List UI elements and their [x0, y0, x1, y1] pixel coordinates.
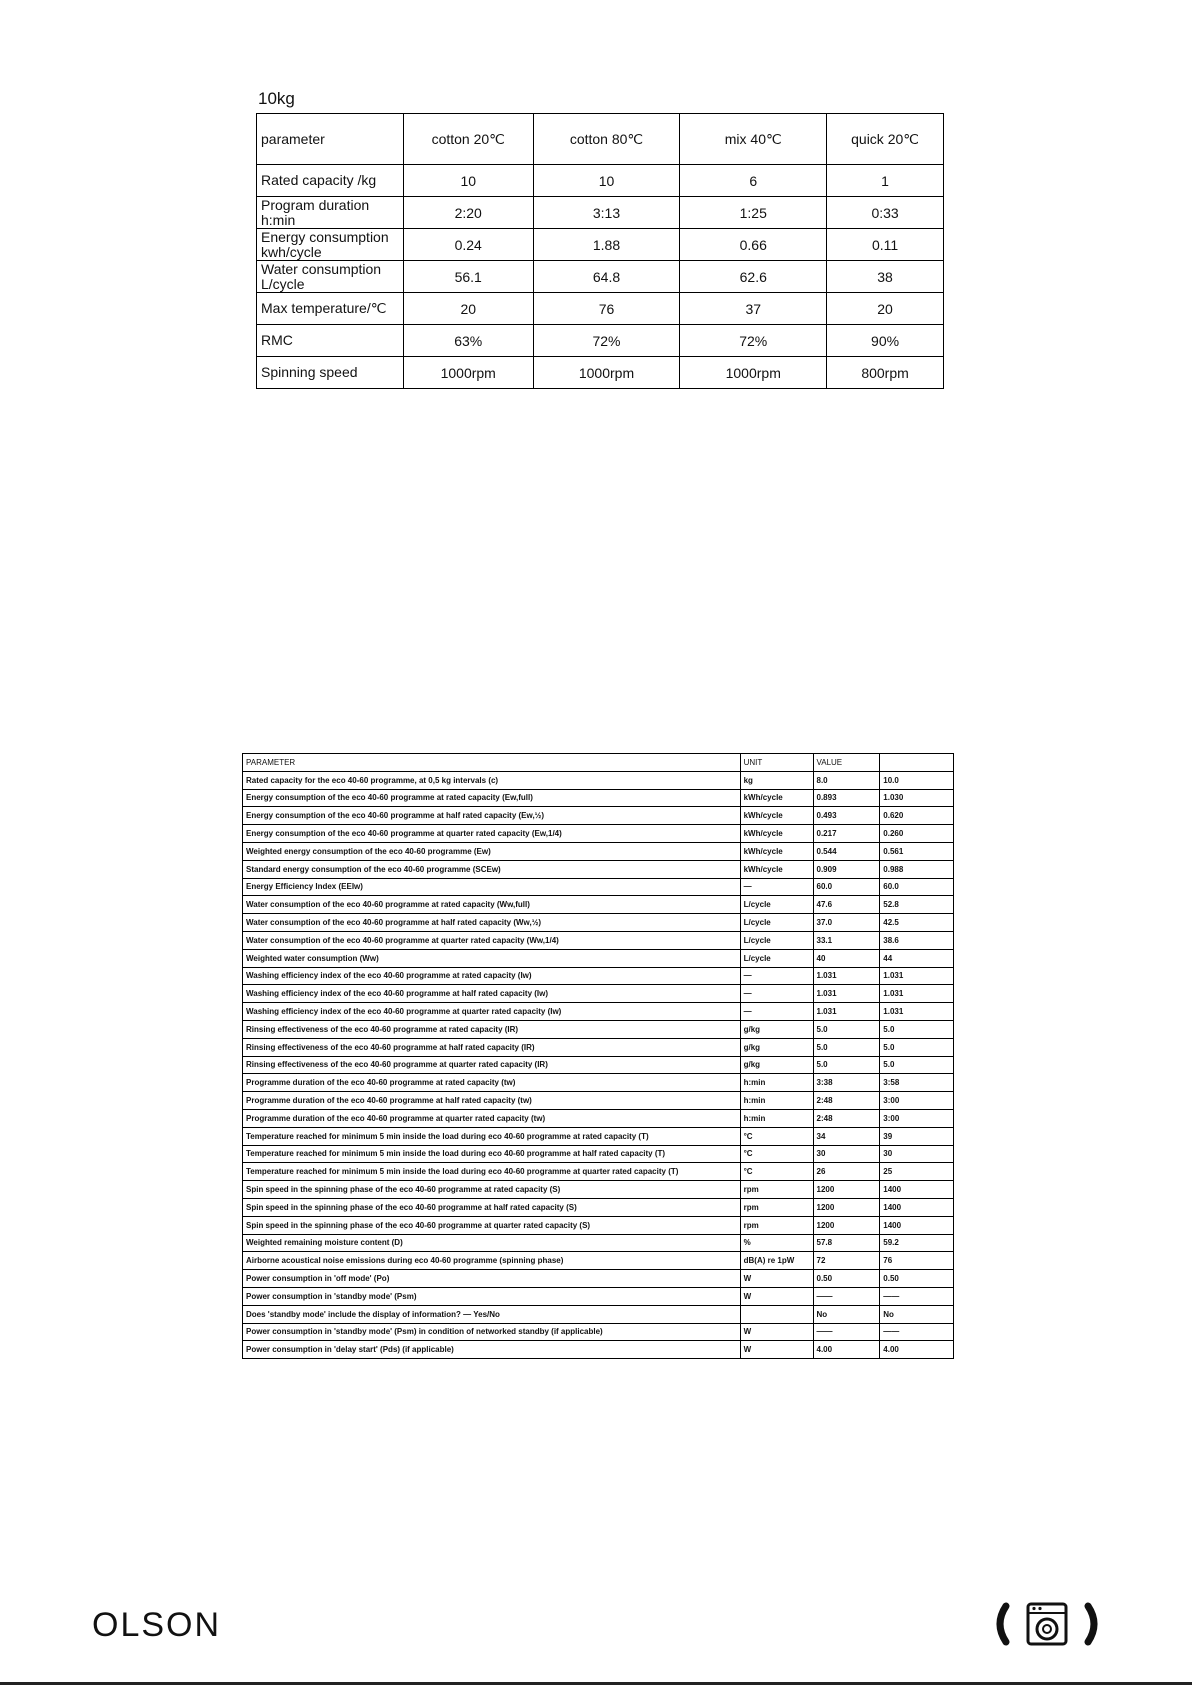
table-cell: Water consumption of the eco 40-60 programme at half rated capacity (Ww,½) — [243, 914, 741, 932]
table-cell: — — [740, 967, 813, 985]
table-cell: 38 — [827, 261, 944, 293]
table-cell: 1200 — [813, 1216, 880, 1234]
table-row — [243, 1252, 954, 1270]
table-cell: 38.6 — [880, 931, 954, 949]
table-row — [243, 789, 954, 807]
table-cell: 72% — [533, 325, 680, 357]
row-label: Energy consumption kwh/cycle — [257, 229, 404, 261]
row-label: Water consumption L/cycle — [257, 261, 404, 293]
table-cell: 56.1 — [403, 261, 533, 293]
table-cell: Water consumption of the eco 40-60 programme at quarter rated capacity (Ww,1/4) — [243, 931, 741, 949]
row-label: Rated capacity /kg — [257, 165, 404, 197]
table-row — [243, 807, 954, 825]
table-cell: 5.0 — [813, 1038, 880, 1056]
table-cell: h:min — [740, 1109, 813, 1127]
table-cell: g/kg — [740, 1038, 813, 1056]
table-cell: g/kg — [740, 1056, 813, 1074]
header-cell: cotton 80℃ — [533, 114, 680, 165]
table-cell: 1.031 — [880, 1003, 954, 1021]
table-cell: 30 — [813, 1145, 880, 1163]
table-row — [243, 1145, 954, 1163]
table-cell: 1.031 — [813, 985, 880, 1003]
table-cell: kWh/cycle — [740, 825, 813, 843]
table-cell: 3:13 — [533, 197, 680, 229]
table-cell: 47.6 — [813, 896, 880, 914]
table-cell: 1.031 — [880, 985, 954, 1003]
row-label: Max temperature/℃ — [257, 293, 404, 325]
table-header-row — [257, 114, 944, 165]
table-cell: 5.0 — [813, 1056, 880, 1074]
header-cell: quick 20℃ — [827, 114, 944, 165]
table-row — [243, 1092, 954, 1110]
table-cell: 1.88 — [533, 229, 680, 261]
table-row — [257, 357, 944, 389]
table-cell: 64.8 — [533, 261, 680, 293]
table-cell: L/cycle — [740, 914, 813, 932]
table-cell: 1200 — [813, 1181, 880, 1199]
table-row — [243, 1270, 954, 1288]
table-cell: 3:00 — [880, 1109, 954, 1127]
header-cell: VALUE — [813, 754, 880, 772]
header-cell: PARAMETER — [243, 754, 741, 772]
table-row — [257, 293, 944, 325]
table-row — [257, 261, 944, 293]
table-cell: g/kg — [740, 1020, 813, 1038]
table-cell: No — [813, 1305, 880, 1323]
table-cell: 5.0 — [813, 1020, 880, 1038]
table-cell: Power consumption in 'standby mode' (Psm) in condition of networked standby (if applicable) — [243, 1323, 741, 1341]
table-cell: 1.031 — [880, 967, 954, 985]
table-cell: Programme duration of the eco 40-60 programme at quarter rated capacity (tw) — [243, 1109, 741, 1127]
table-cell: Spin speed in the spinning phase of the eco 40-60 programme at quarter rated capacity (S) — [243, 1216, 741, 1234]
table-cell: Temperature reached for minimum 5 min inside the load during eco 40-60 programme at quarter rated capacity (T) — [243, 1163, 741, 1181]
table-cell: 26 — [813, 1163, 880, 1181]
table-cell: 0.988 — [880, 860, 954, 878]
table-cell: 1400 — [880, 1181, 954, 1199]
table-cell: Energy consumption of the eco 40-60 programme at quarter rated capacity (Ew,1/4) — [243, 825, 741, 843]
row-label: RMC — [257, 325, 404, 357]
table-cell: Rinsing effectiveness of the eco 40-60 programme at rated capacity (IR) — [243, 1020, 741, 1038]
table-cell: 76 — [533, 293, 680, 325]
table-cell: 72% — [680, 325, 827, 357]
table-cell: 0.217 — [813, 825, 880, 843]
table-cell: 40 — [813, 949, 880, 967]
eco-parameter-table — [242, 753, 954, 1359]
table-cell: 44 — [880, 949, 954, 967]
header-cell: parameter — [257, 114, 404, 165]
table-cell: 0.544 — [813, 842, 880, 860]
table-cell: Spin speed in the spinning phase of the eco 40-60 programme at half rated capacity (S) — [243, 1198, 741, 1216]
table-row — [243, 860, 954, 878]
table-row — [243, 1074, 954, 1092]
table-row — [243, 878, 954, 896]
table-cell: — — [740, 1003, 813, 1021]
table-cell: 25 — [880, 1163, 954, 1181]
row-label: Spinning speed — [257, 357, 404, 389]
table-cell: Energy Efficiency Index (EEIw) — [243, 878, 741, 896]
table-row — [243, 1056, 954, 1074]
table-cell: Weighted remaining moisture content (D) — [243, 1234, 741, 1252]
table-cell: Power consumption in 'delay start' (Pds) (if applicable) — [243, 1341, 741, 1359]
table-cell: Does 'standby mode' include the display of information? — Yes/No — [243, 1305, 741, 1323]
table-row — [243, 1216, 954, 1234]
table-cell: 8.0 — [813, 771, 880, 789]
table-cell: rpm — [740, 1216, 813, 1234]
table-cell: 0.620 — [880, 807, 954, 825]
washing-machine-icon — [992, 1600, 1102, 1648]
table-cell: 0.493 — [813, 807, 880, 825]
table-cell: —— — [813, 1287, 880, 1305]
table-cell: rpm — [740, 1181, 813, 1199]
table-cell: 63% — [403, 325, 533, 357]
table-row — [243, 1163, 954, 1181]
table-cell: Washing efficiency index of the eco 40-60 programme at rated capacity (Iw) — [243, 967, 741, 985]
table-row — [243, 825, 954, 843]
table-cell: 20 — [827, 293, 944, 325]
table-row — [243, 949, 954, 967]
table-cell: W — [740, 1270, 813, 1288]
table-cell: 59.2 — [880, 1234, 954, 1252]
table-row — [243, 931, 954, 949]
section-heading: 10kg — [258, 89, 295, 108]
table-cell: 1 — [827, 165, 944, 197]
table-cell: 5.0 — [880, 1020, 954, 1038]
table-cell: 0.561 — [880, 842, 954, 860]
table-cell — [740, 1305, 813, 1323]
table-cell: Washing efficiency index of the eco 40-60 programme at quarter rated capacity (Iw) — [243, 1003, 741, 1021]
table-cell: W — [740, 1287, 813, 1305]
table-row — [243, 1198, 954, 1216]
table-row — [243, 1234, 954, 1252]
table-row — [243, 914, 954, 932]
table-cell: Washing efficiency index of the eco 40-60 programme at half rated capacity (Iw) — [243, 985, 741, 1003]
table-cell: 1000rpm — [533, 357, 680, 389]
table-cell: 60.0 — [813, 878, 880, 896]
table-row — [243, 1127, 954, 1145]
table-cell: Temperature reached for minimum 5 min inside the load during eco 40-60 programme at half rated capacity (T) — [243, 1145, 741, 1163]
table-cell: Programme duration of the eco 40-60 programme at half rated capacity (tw) — [243, 1092, 741, 1110]
table-cell: 0.909 — [813, 860, 880, 878]
table-row — [243, 771, 954, 789]
table-cell: dB(A) re 1pW — [740, 1252, 813, 1270]
table-cell: —— — [880, 1323, 954, 1341]
table-cell: Rinsing effectiveness of the eco 40-60 programme at quarter rated capacity (IR) — [243, 1056, 741, 1074]
table-cell: 4.00 — [813, 1341, 880, 1359]
table-cell: 0.24 — [403, 229, 533, 261]
table-cell: 72 — [813, 1252, 880, 1270]
table-cell: 60.0 — [880, 878, 954, 896]
table-cell: 2:20 — [403, 197, 533, 229]
header-cell: UNIT — [740, 754, 813, 772]
table-cell: 1000rpm — [403, 357, 533, 389]
table-cell: 0.260 — [880, 825, 954, 843]
table-cell: —— — [880, 1287, 954, 1305]
table-cell: 10 — [403, 165, 533, 197]
table-cell: 20 — [403, 293, 533, 325]
table-cell: 10 — [533, 165, 680, 197]
table-row — [243, 842, 954, 860]
table-cell: — — [740, 878, 813, 896]
table-cell: 90% — [827, 325, 944, 357]
brand-logo: OLSON — [92, 1606, 222, 1644]
table-cell: 0.50 — [880, 1270, 954, 1288]
table-cell: rpm — [740, 1198, 813, 1216]
table-row — [243, 967, 954, 985]
table-cell: 57.8 — [813, 1234, 880, 1252]
table-cell: 1000rpm — [680, 357, 827, 389]
table-cell: 37 — [680, 293, 827, 325]
table-cell: 30 — [880, 1145, 954, 1163]
header-cell: cotton 20℃ — [403, 114, 533, 165]
table-row — [243, 1287, 954, 1305]
table-cell: kWh/cycle — [740, 807, 813, 825]
table-cell: 10.0 — [880, 771, 954, 789]
table-cell: 6 — [680, 165, 827, 197]
header-cell — [880, 754, 954, 772]
table-cell: 0.50 — [813, 1270, 880, 1288]
table-cell: 37.0 — [813, 914, 880, 932]
table-cell: Energy consumption of the eco 40-60 programme at rated capacity (Ew,full) — [243, 789, 741, 807]
table-cell: 3:00 — [880, 1092, 954, 1110]
table-cell: kWh/cycle — [740, 789, 813, 807]
table-cell: 76 — [880, 1252, 954, 1270]
table-cell: Programme duration of the eco 40-60 programme at rated capacity (tw) — [243, 1074, 741, 1092]
table-cell: h:min — [740, 1074, 813, 1092]
table-cell: kWh/cycle — [740, 860, 813, 878]
table-cell: °C — [740, 1145, 813, 1163]
table-cell: 4.00 — [880, 1341, 954, 1359]
table-row — [257, 165, 944, 197]
table-row — [243, 1003, 954, 1021]
table-cell: L/cycle — [740, 896, 813, 914]
row-label: Program duration h:min — [257, 197, 404, 229]
table-cell: Energy consumption of the eco 40-60 programme at half rated capacity (Ew,½) — [243, 807, 741, 825]
table-cell: Airborne acoustical noise emissions during eco 40-60 programme (spinning phase) — [243, 1252, 741, 1270]
table-cell: 2:48 — [813, 1109, 880, 1127]
table-cell: 1400 — [880, 1216, 954, 1234]
table-row — [243, 1341, 954, 1359]
table-cell: 5.0 — [880, 1038, 954, 1056]
table-row — [243, 985, 954, 1003]
table-cell: 1200 — [813, 1198, 880, 1216]
table-cell: 0.893 — [813, 789, 880, 807]
table-cell: 1:25 — [680, 197, 827, 229]
table-header-row — [243, 754, 954, 772]
table-cell: °C — [740, 1127, 813, 1145]
table-cell: 1400 — [880, 1198, 954, 1216]
table-cell: Standard energy consumption of the eco 40-60 programme (SCEw) — [243, 860, 741, 878]
table-row — [243, 1305, 954, 1323]
table-cell: 2:48 — [813, 1092, 880, 1110]
table-row — [243, 1038, 954, 1056]
table-cell: 3:38 — [813, 1074, 880, 1092]
table-cell: — — [740, 985, 813, 1003]
table-cell: L/cycle — [740, 949, 813, 967]
table-cell: 5.0 — [880, 1056, 954, 1074]
table-cell: L/cycle — [740, 931, 813, 949]
table-cell: W — [740, 1323, 813, 1341]
table-cell: kWh/cycle — [740, 842, 813, 860]
table-cell: No — [880, 1305, 954, 1323]
table-cell: h:min — [740, 1092, 813, 1110]
table-row — [257, 325, 944, 357]
table-row — [243, 1109, 954, 1127]
table-cell: 0.11 — [827, 229, 944, 261]
table-row — [243, 896, 954, 914]
table-cell: 0.66 — [680, 229, 827, 261]
table-cell: Power consumption in 'off mode' (Po) — [243, 1270, 741, 1288]
table-cell: kg — [740, 771, 813, 789]
table-cell: 0:33 — [827, 197, 944, 229]
table-cell: Power consumption in 'standby mode' (Psm) — [243, 1287, 741, 1305]
table-cell: Weighted water consumption (Ww) — [243, 949, 741, 967]
table-cell: 1.031 — [813, 967, 880, 985]
header-cell: mix 40℃ — [680, 114, 827, 165]
table-cell: 800rpm — [827, 357, 944, 389]
table-cell: 39 — [880, 1127, 954, 1145]
table-cell: 33.1 — [813, 931, 880, 949]
program-table — [256, 113, 944, 389]
table-cell: —— — [813, 1323, 880, 1341]
table-row — [243, 1323, 954, 1341]
table-row — [257, 197, 944, 229]
table-cell: 62.6 — [680, 261, 827, 293]
table-row — [243, 1181, 954, 1199]
table-cell: 42.5 — [880, 914, 954, 932]
table-cell: % — [740, 1234, 813, 1252]
table-row — [243, 1020, 954, 1038]
table-cell: Water consumption of the eco 40-60 programme at rated capacity (Ww,full) — [243, 896, 741, 914]
table-cell: 34 — [813, 1127, 880, 1145]
table-cell: W — [740, 1341, 813, 1359]
table-cell: 1.030 — [880, 789, 954, 807]
table-cell: Temperature reached for minimum 5 min inside the load during eco 40-60 programme at rated capacity (T) — [243, 1127, 741, 1145]
table-cell: 52.8 — [880, 896, 954, 914]
table-cell: 3:58 — [880, 1074, 954, 1092]
table-row — [257, 229, 944, 261]
table-cell: Rinsing effectiveness of the eco 40-60 programme at half rated capacity (IR) — [243, 1038, 741, 1056]
table-cell: °C — [740, 1163, 813, 1181]
table-cell: 1.031 — [813, 1003, 880, 1021]
table-cell: Weighted energy consumption of the eco 40-60 programme (Ew) — [243, 842, 741, 860]
table-cell: Rated capacity for the eco 40-60 programme, at 0,5 kg intervals (c) — [243, 771, 741, 789]
table-cell: Spin speed in the spinning phase of the eco 40-60 programme at rated capacity (S) — [243, 1181, 741, 1199]
